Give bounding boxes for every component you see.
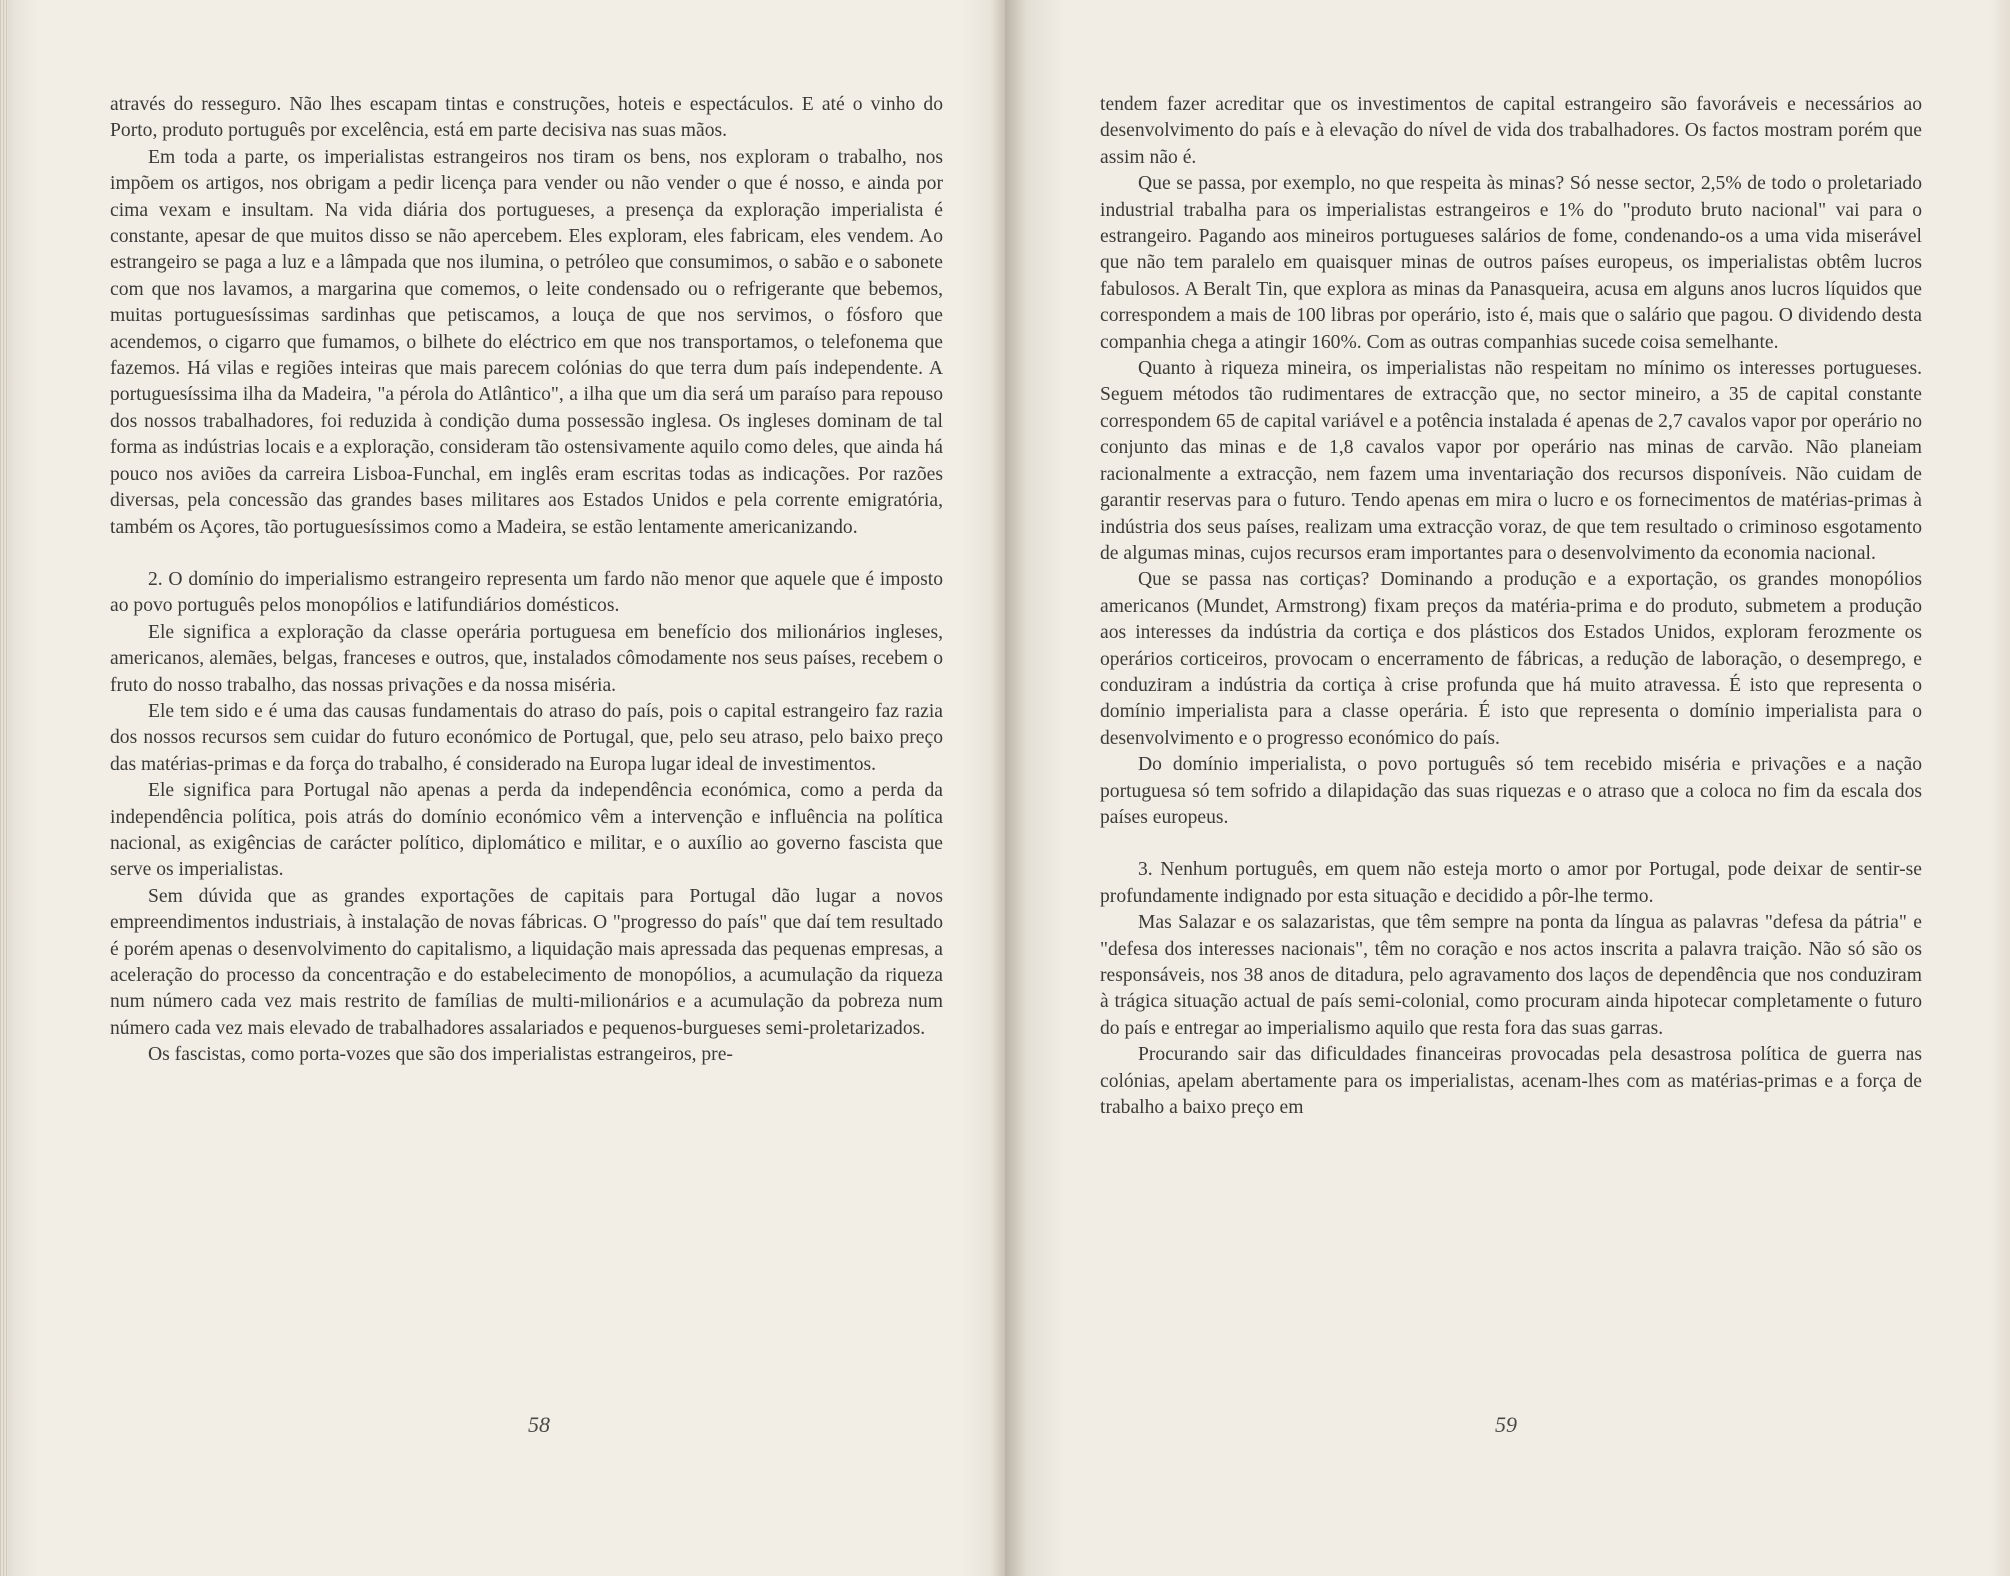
paragraph: Que se passa, por exemplo, no que respeita às minas? Só nesse sector, 2,5% de todo o proletariado industrial trabalha para os imperialistas estrangeiros e 1% do "produto bruto nacional" vai para o estrangeiro. Pagando aos mineiros portugueses salários de fome, condenando-os a uma vida miserável que não tem paralelo em quaisquer minas de outros países europeus, os imperialistas obtêm lucros fabulosos. A Beralt Tin, que explora as minas da Panasqueira, acusa em alguns anos lucros líquidos que correspondem a mais de 100 libras por operário, isto é, mais que o salário que pagou. O dividendo desta companhia chega a atingir 160%. Com as outras companhias sucede coisa semelhante. [1100,173,1922,353]
right-page [1005,0,2010,1576]
paragraph: Procurando sair das dificuldades financeiras provocadas pela desastrosa política de guerra nas colónias, apelam abertamente para os imperialistas, acenam-lhes com as matérias-primas e a força de trabalho a baixo preço em [1100,1044,1922,1119]
section-paragraph: 2. O domínio do imperialismo estrangeiro representa um fardo não menor que aquele que é imposto ao povo português pelos monopólios e latifundiários domésticos. [110,568,943,617]
paragraph: Sem dúvida que as grandes exportações de capitais para Portugal dão lugar a novos empreendimentos industriais, à instalação de novas fábricas. O "progresso do país" que daí tem resultado é porém apenas o desenvolvimento do capitalismo, a liquidação mais apressada das pequenas empresas, a aceleração do processo da concentração e do estabelecimento de monopólios, a acumulação da riqueza num número cada vez mais restrito de famílias de multi-milionários e a acumulação da pobreza num número cada vez mais elevado de trabalhadores assalariados e pequenos-burgueses semi-proletarizados. [110,885,943,1039]
paragraph: Mas Salazar e os salazaristas, que têm sempre na ponta da língua as palavras "defesa da pátria" e "defesa dos interesses nacionais", têm no coração e nos actos inscrita a palavra traição. Não só são os responsáveis, nos 38 anos de ditadura, pelo agravamento dos laços de dependência que nos conduziram à trágica situação actual de país semi-colonial, como procuram ainda hipotecar completamente o futuro do país e entregar ao imperialismo aquilo que resta fora das suas garras. [1100,912,1922,1039]
page-edges [0,0,8,1576]
paragraph: tendem fazer acreditar que os investimentos de capital estrangeiro são favoráveis e necessários ao desenvolvimento do país e à elevação do nível de vida dos trabalhadores. Os factos mostram porém que assim não é. [1100,94,1922,168]
paragraph: Em toda a parte, os imperialistas estrangeiros nos tiram os bens, nos exploram o trabalho, nos impõem os artigos, nos obrigam a pedir licença para vender ou não vender o que é nosso, e ainda por cima vexam e insultam. Na vida diária dos portugueses, a presença da exploração imperialista é constante, apesar de que muitos disso se não apercebem. Eles exploram, eles fabricam, eles vendem. Ao estrangeiro se paga a luz e a lâmpada que nos ilumina, o petróleo que consumimos, o sabão e o sabonete com que nos lavamos, a margarina que comemos, o leite condensado ou o refrigerante que bebemos, muitas portuguesíssimas sardinhas que petiscamos, a louça de que nos servimos, o fósforo que acendemos, o cigarro que fumamos, o bilhete do eléctrico em que nos transportamos, o telefonema que fazemos. Há vilas e regiões inteiras que mais parecem colónias do que terra dum país independente. A portuguesíssima ilha da Madeira, "a pérola do Atlântico", a ilha que um dia será um paraíso para repouso dos nossos trabalhadores, foi reduzida à condição duma possessão inglesa. Os ingleses dominam de tal forma as indústrias locais e a exploração, consideram tão ostensivamente aquilo como deles, que ainda há pouco nos aviões da carreira Lisboa-Funchal, em inglês eram escritas todas as indicações. Por razões diversas, pela concessão das grandes bases militares aos Estados Unidos e pela corrente emigratória, também os Açores, tão portuguesíssimos como a Madeira, se estão lentamente americanizando. [110,146,943,538]
right-page-text [1100,92,1922,1121]
page-number: 59 [1495,1412,1517,1437]
paragraph: Quanto à riqueza mineira, os imperialistas não respeitam no mínimo os interesses portugueses. Seguem métodos tão rudimentares de extracção que, no sector mineiro, a 35 de capital constante correspondem 65 de capital variável e a potência instalada é apenas de 2,7 cavalos vapor por operário no conjunto das minas e de 1,8 cavalos vapor por operário nas minas de carvão. Não planeiam racionalmente a extracção, nem fazem uma inventariação dos recursos disponíveis. Não cuidam de garantir reservas para o futuro. Tendo apenas em mira o lucro e os fornecimentos de matérias-primas à indústria dos seus países, realizam uma extracção voraz, de que tem resultado o criminoso esgotamento de algumas minas, cujos recursos eram importantes para o desenvolvimento da economia nacional. [1100,358,1922,564]
left-page-text [110,92,943,1069]
paragraph: Os fascistas, como porta-vozes que são dos imperialistas estrangeiros, pre- [148,1044,733,1066]
page-number: 58 [528,1412,550,1437]
paragraph: Do domínio imperialista, o povo português só tem recebido miséria e privações e a nação portuguesa só tem sofrido a dilapidação das suas riquezas e o atraso que a coloca no fim da escala dos países europeus. [1100,754,1922,828]
paragraph: Ele tem sido e é uma das causas fundamentais do atraso do país, pois o capital estrangeiro faz razia dos nossos recursos sem cuidar do futuro económico de Portugal, que, pelo seu atraso, pelo baixo preço das matérias-primas e da força do trabalho, é considerado na Europa lugar ideal de investimentos. [110,700,943,775]
paragraph: Que se passa nas cortiças? Dominando a produção e a exportação, os grandes monopólios americanos (Mundet, Armstrong) fixam preços da matéria-prima e do produto, submetem a produção aos interesses da indústria da cortiça e dos plásticos dos Estados Unidos, exploram ferozmente os operários corticeiros, provocam o encerramento de fábricas, a redução de laboração, o desemprego, e conduziram a indústria da cortiça à crise profunda que há muito atravessa. É isto que representa o domínio imperialista para a classe operária. É isto que representa o domínio imperialista para o desenvolvimento e o progresso económico do país. [1100,569,1922,749]
paragraph: Ele significa a exploração da classe operária portuguesa em benefício dos milionários ingleses, americanos, alemães, belgas, franceses e outros, que, instalados cômodamente nos seus países, recebem o fruto do nosso trabalho, das nossas privações e da nossa miséria. [110,621,943,696]
paragraph: Ele significa para Portugal não apenas a perda da independência económica, como a perda da independência política, pois atrás do domínio económico vêm a intervenção e influência na política nacional, as exigências de carácter político, diplomático e militar, e o auxílio ao governo fascista que serve os imperialistas. [110,780,943,881]
section-paragraph: 3. Nenhum português, em quem não esteja morto o amor por Portugal, pode deixar de sentir-se profundamente indignado por esta situação e decidido a pôr-lhe termo. [1100,859,1922,907]
paragraph: através do resseguro. Não lhes escapam tintas e construções, hoteis e espectáculos. E até o vinho do Porto, produto português por excelência, está em parte decisiva nas suas mãos. [110,94,943,142]
